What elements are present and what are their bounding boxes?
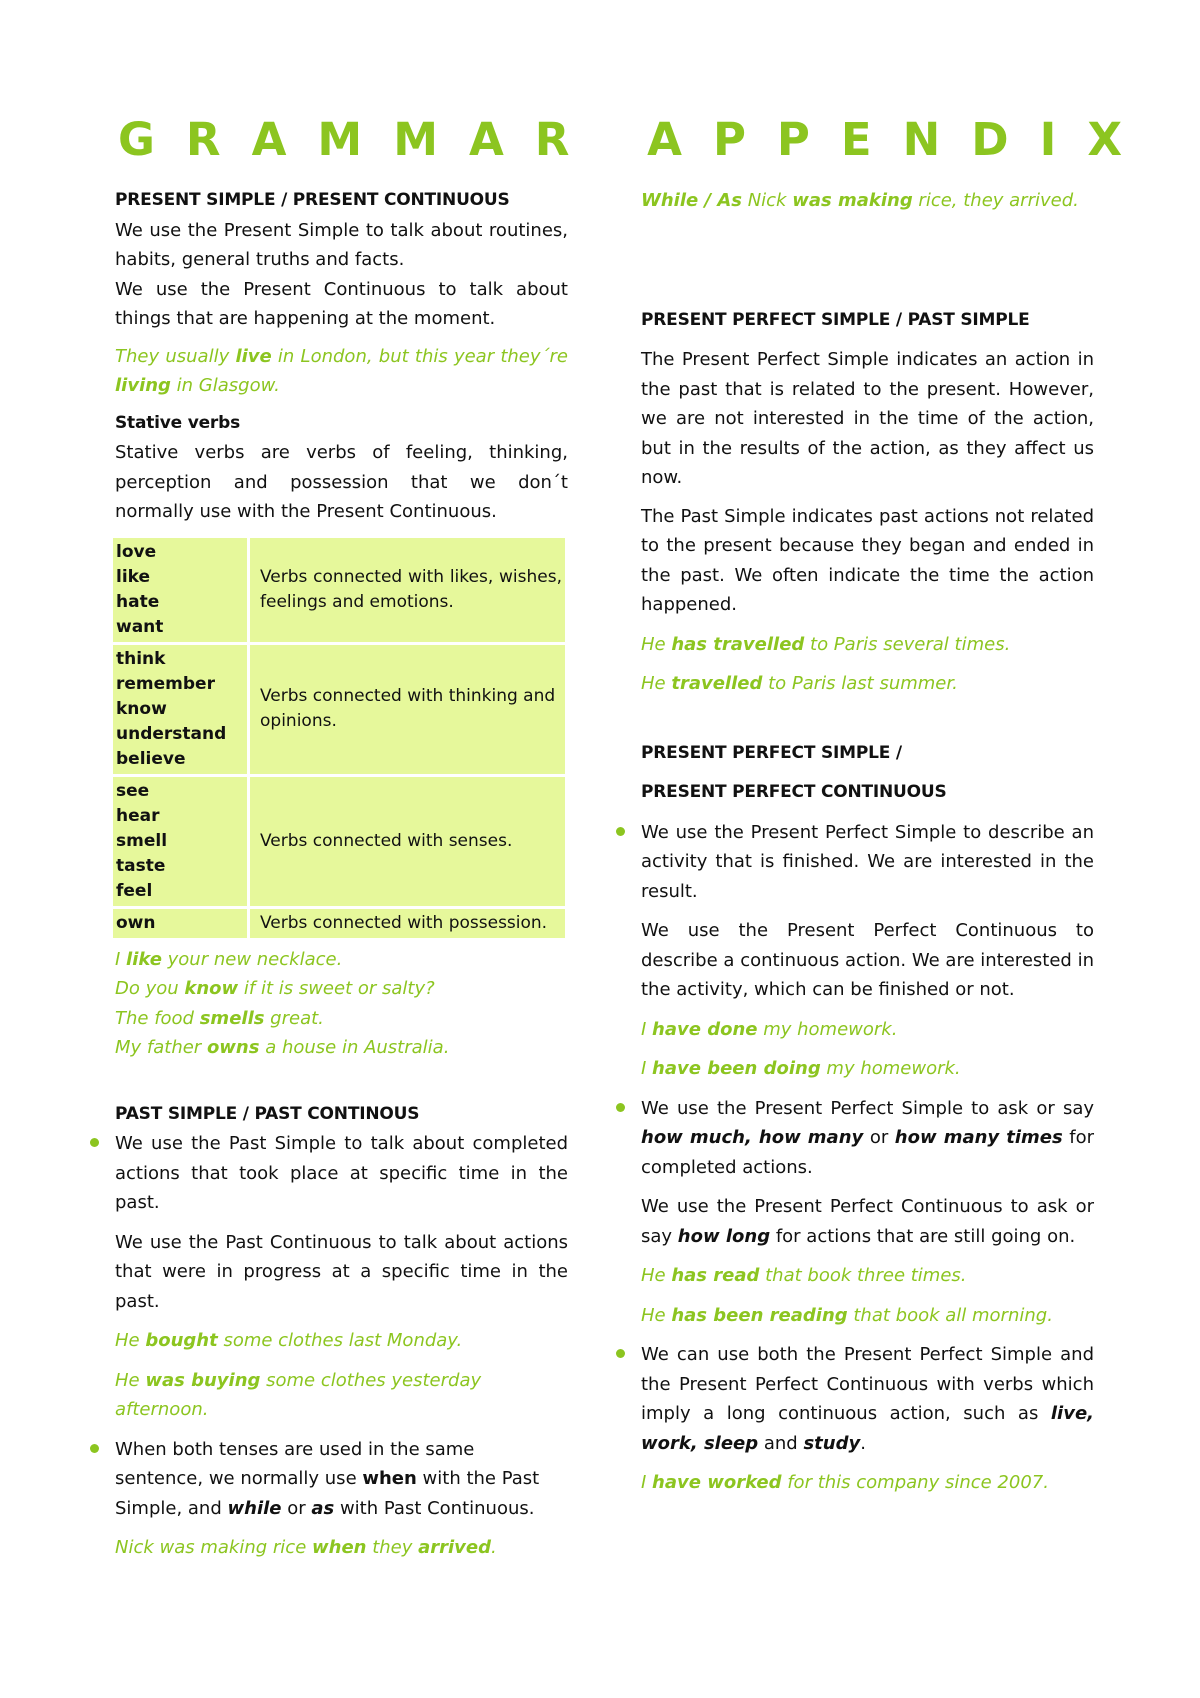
example-sentence: He has travelled to Paris several times. xyxy=(641,633,1011,655)
bullet-item: When both tenses are used in the same sentence, we normally use when with the Past Simple, and while or as with Past Continuous. xyxy=(115,1435,568,1524)
section-heading-present-perfect-simple: PRESENT PERFECT SIMPLE / xyxy=(641,742,902,763)
paragraph: We use the Present Simple to talk about routines, habits, general truths and facts. xyxy=(115,219,568,270)
example-sentence: While / As Nick was making rice, they arrived. xyxy=(641,190,1079,211)
section-heading-present-perfect-continuous: PRESENT PERFECT CONTINUOUS xyxy=(641,782,947,802)
table-row xyxy=(113,909,565,938)
example-sentence: He has read that book three times. xyxy=(641,1265,967,1286)
section-heading-present-simple-continuous: PRESENT SIMPLE / PRESENT CONTINUOUS xyxy=(115,190,510,210)
verb-item: want xyxy=(116,616,164,637)
example-sentence: I have been doing my homework. xyxy=(641,1058,961,1079)
verb-description-cell xyxy=(250,538,565,642)
verb-list-cell xyxy=(113,909,250,938)
verb-item: feel xyxy=(116,880,153,901)
stative-verbs-table xyxy=(113,535,565,941)
example-sentence: Nick was making rice when they arrived. xyxy=(115,1537,497,1558)
verb-description-cell xyxy=(250,909,565,938)
left-column xyxy=(115,186,568,1563)
verb-description: Verbs connected with thinking and opinions. xyxy=(260,686,556,731)
example-sentence: I like your new necklace. xyxy=(115,948,343,970)
bullet-dot xyxy=(90,1444,99,1453)
verb-item: hate xyxy=(116,591,160,612)
verb-item: believe xyxy=(116,748,186,769)
paragraph: We use the Past Continuous to talk about actions that were in progress at a specific time in the past. xyxy=(115,1231,568,1312)
bullet-item: We use the Past Simple to talk about completed actions that took place at specific time in the past. xyxy=(115,1129,568,1218)
paragraph: Stative verbs are verbs of feeling, thinking, perception and possession that we don´t normally use with the Present Continuous. xyxy=(115,442,568,522)
verb-item: know xyxy=(116,698,167,719)
verb-item: think xyxy=(116,648,166,669)
paragraph: The Past Simple indicates past actions not related to the present because they began and ended in the past. We often indicate the time the action happened. xyxy=(641,505,1094,615)
verb-list-cell xyxy=(113,645,250,774)
verb-item: see xyxy=(116,780,150,801)
paragraph: We use the Present Continuous to talk about things that are happening at the moment. xyxy=(115,278,568,329)
section-heading-past-simple-continuous: PAST SIMPLE / PAST CONTINOUS xyxy=(115,1103,420,1124)
paragraph: We use the Present Perfect Continuous to describe a continuous action. We are interested in the activity, which can be finished or not. xyxy=(641,920,1094,1000)
right-column xyxy=(641,186,1094,1498)
example-sentence: He was buying some clothes yesterday afternoon. xyxy=(115,1369,482,1420)
example-sentence: They usually live in London, but this year they´re living in Glasgow. xyxy=(115,345,568,396)
verb-item: smell xyxy=(116,830,168,851)
bullet-dot xyxy=(90,1138,99,1147)
example-sentence: The food smells great. xyxy=(115,1007,324,1029)
table-row xyxy=(113,645,565,774)
verb-list-cell xyxy=(113,538,250,642)
example-sentence: I have worked for this company since 2007. xyxy=(641,1472,1049,1493)
verb-item: like xyxy=(116,566,151,587)
bullet-item: We can use both the Present Perfect Simple and the Present Perfect Continuous with verbs which imply a long continuous action, such as live, work, sleep and study. xyxy=(641,1340,1094,1458)
verb-item: remember xyxy=(116,673,215,694)
paragraph: We use the Present Perfect Continuous to ask or say how long for actions that are still going on. xyxy=(641,1196,1094,1247)
example-sentence: I have done my homework. xyxy=(641,1018,898,1040)
table-row xyxy=(113,777,565,906)
verb-item: love xyxy=(116,541,157,562)
bullet-dot xyxy=(616,1103,625,1112)
example-sentence: My father owns a house in Australia. xyxy=(115,1037,450,1058)
verb-description-cell xyxy=(250,777,565,906)
page-title: GRAMMAR APPENDIX xyxy=(118,113,1154,166)
example-sentence: Do you know if it is sweet or salty? xyxy=(115,978,435,999)
example-sentence: He bought some clothes last Monday. xyxy=(115,1330,463,1351)
bullet-item: We use the Present Perfect Simple to describe an activity that is finished. We are interested in the result. xyxy=(641,818,1094,907)
verb-description-cell xyxy=(250,645,565,774)
table-row xyxy=(113,538,565,642)
section-heading-present-perfect-past-simple: PRESENT PERFECT SIMPLE / PAST SIMPLE xyxy=(641,309,1030,330)
example-sentence: He travelled to Paris last summer. xyxy=(641,673,958,694)
verb-item: own xyxy=(116,912,156,933)
bullet-item: We use the Present Perfect Simple to ask or say how much, how many or how many times for completed actions. xyxy=(641,1094,1094,1183)
paragraph: The Present Perfect Simple indicates an action in the past that is related to the present. However, we are not interested in the time of the action, but in the results of the action, as they affect us now. xyxy=(641,349,1094,488)
verb-item: understand xyxy=(116,723,227,744)
example-sentence: He has been reading that book all morning. xyxy=(641,1304,1053,1326)
verb-item: taste xyxy=(116,855,166,876)
subheading-stative-verbs: Stative verbs xyxy=(115,412,241,433)
verb-description: Verbs connected with senses. xyxy=(260,830,513,851)
verb-list-cell xyxy=(113,777,250,906)
verb-item: hear xyxy=(116,805,160,826)
verb-description: Verbs connected with possession. xyxy=(260,912,548,933)
bullet-dot xyxy=(616,1349,625,1358)
bullet-dot xyxy=(616,827,625,836)
verb-description: Verbs connected with likes, wishes, feelings and emotions. xyxy=(260,566,562,612)
